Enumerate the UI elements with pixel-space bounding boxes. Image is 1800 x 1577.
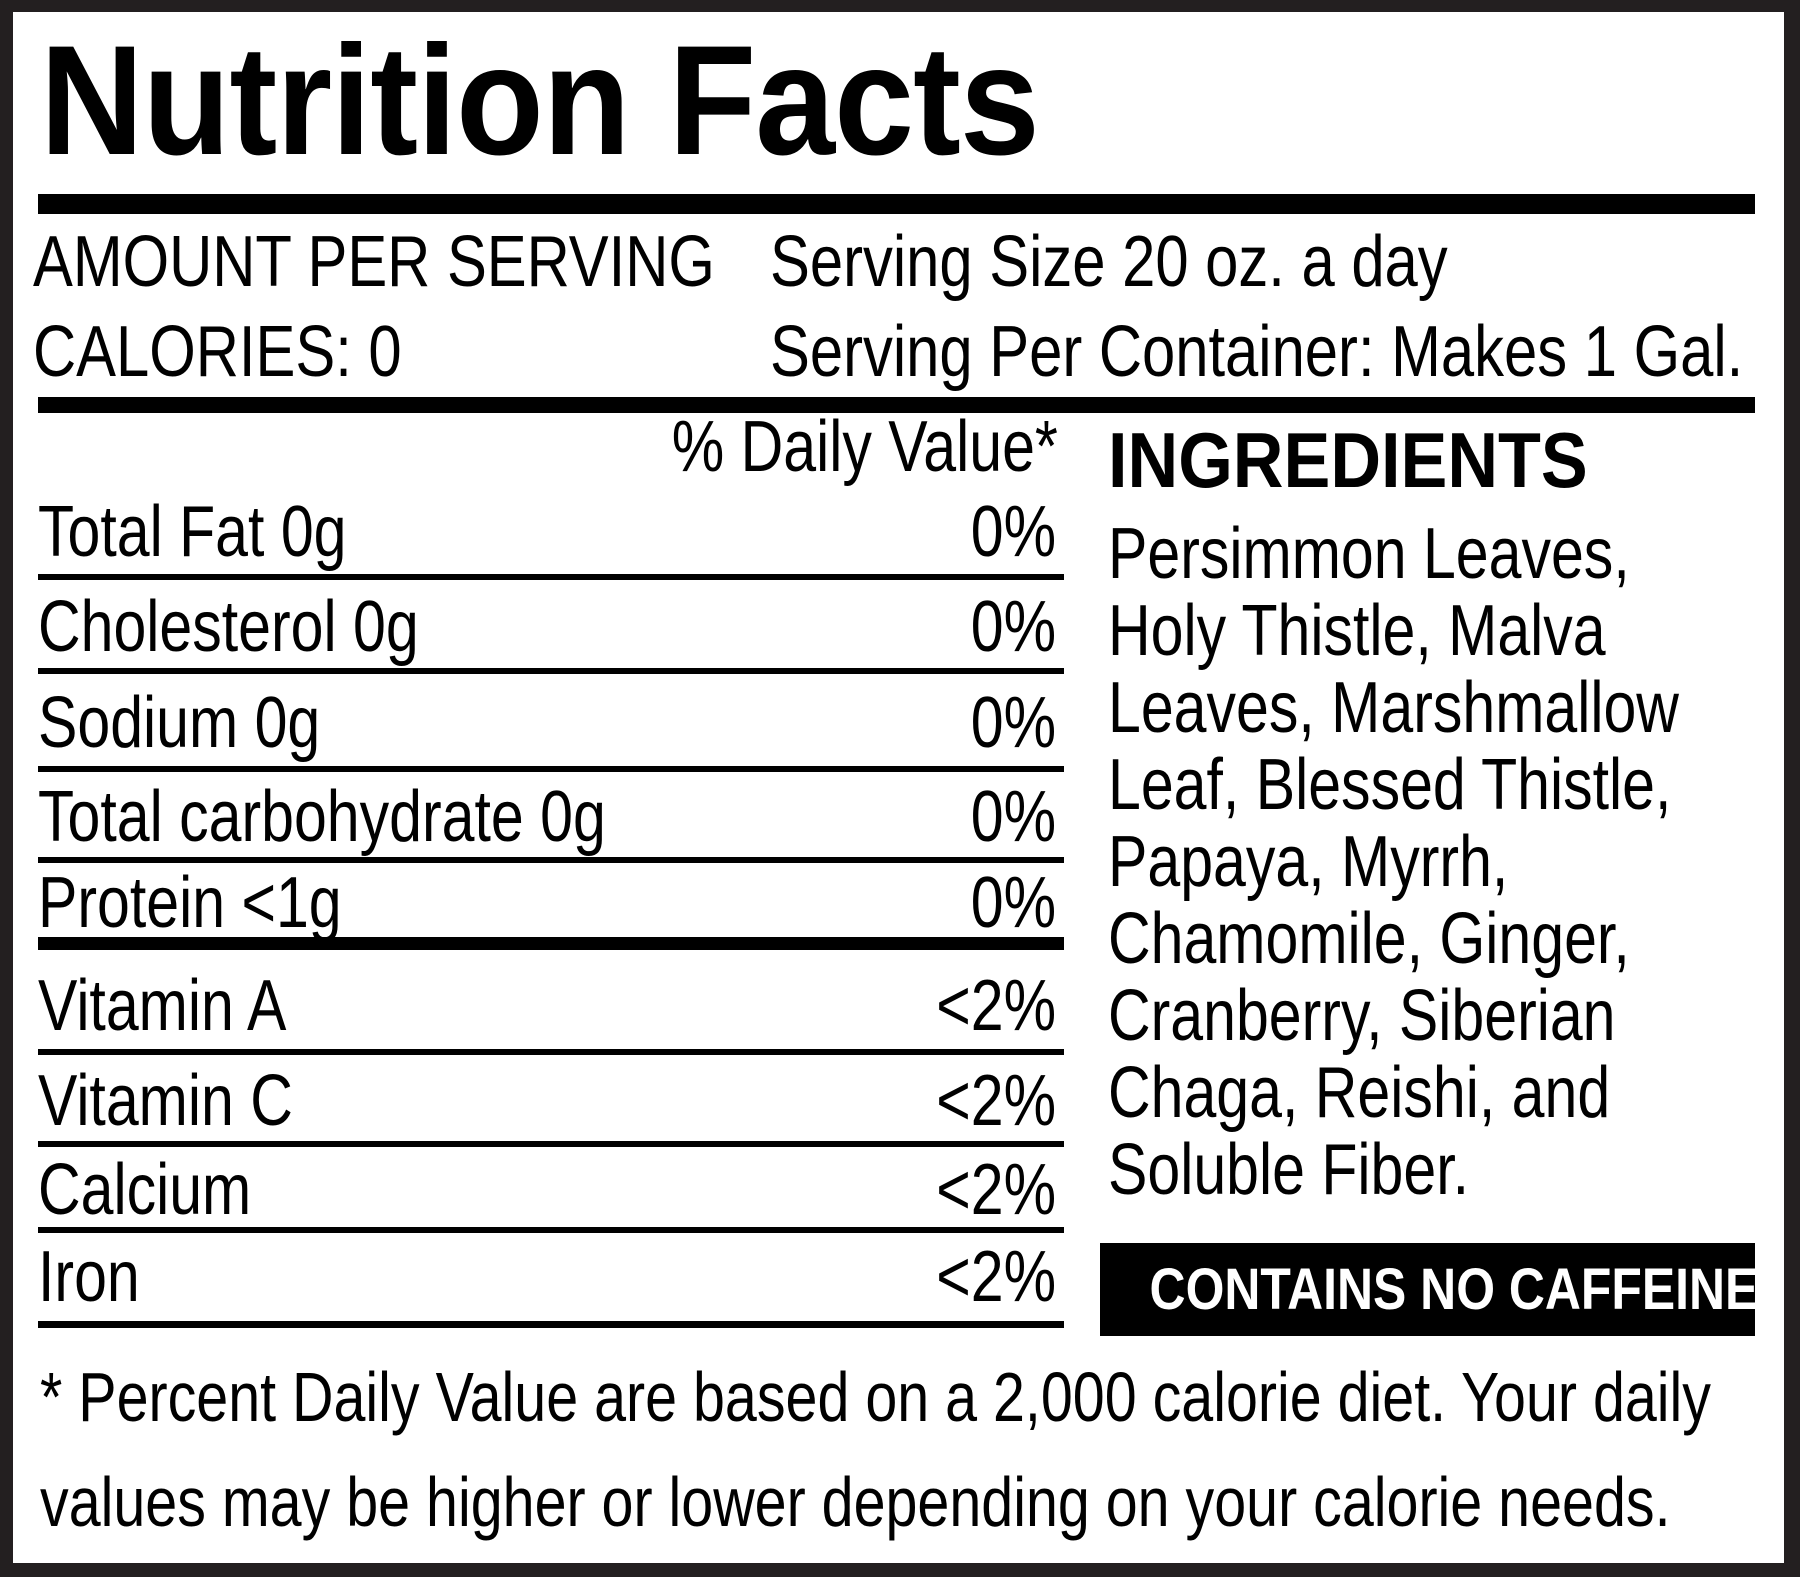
nutrient-label: Vitamin C	[38, 1061, 293, 1141]
ingredients-heading	[1108, 416, 1641, 504]
nutrient-value: 0%	[970, 587, 1056, 667]
nutrient-value: <2%	[936, 966, 1056, 1046]
nutrient-value: <2%	[936, 1150, 1056, 1230]
ingredients-line: Leaves, Marshmallow	[1108, 668, 1679, 748]
ingredients-list	[1108, 516, 1800, 1209]
nutrient-row	[38, 490, 1064, 580]
nutrient-label: Cholesterol 0g	[38, 587, 419, 667]
daily-value-header	[38, 405, 1058, 490]
rule-thick-top	[38, 194, 1755, 214]
nutrient-row	[38, 586, 1064, 674]
nutrient-label: Total carbohydrate 0g	[38, 777, 606, 857]
label-title	[40, 14, 1126, 188]
amount-per-serving-label: AMOUNT PER SERVING	[33, 222, 715, 302]
ingredients-line: Papaya, Myrrh,	[1108, 822, 1509, 902]
no-caffeine-badge	[1100, 1243, 1759, 1336]
nutrient-row	[38, 963, 1064, 1055]
nutrient-value: 0%	[970, 863, 1056, 943]
nutrient-label: Sodium 0g	[38, 683, 321, 763]
ingredients-line: Soluble Fiber.	[1108, 1130, 1470, 1210]
no-caffeine-badge-text: CONTAINS NO CAFFEINE	[1149, 1257, 1759, 1322]
daily-value-header-text: % Daily Value*	[671, 407, 1058, 487]
serving-size-value: Serving Size 20 oz. a day	[770, 222, 1448, 302]
nutrient-row	[38, 1061, 1064, 1147]
ingredients-heading-text: INGREDIENTS	[1108, 416, 1588, 504]
nutrient-row	[38, 1150, 1064, 1233]
serving-header-row-2	[33, 312, 1783, 392]
ingredients-line: Leaf, Blessed Thistle,	[1108, 745, 1672, 825]
footnote-line: values may be higher or lower depending on your calorie needs.	[40, 1463, 1671, 1541]
nutrient-label: Iron	[38, 1237, 140, 1317]
footnote-line: * Percent Daily Value are based on a 2,000 calorie diet. Your daily	[40, 1358, 1711, 1436]
servings-per-container-value: Serving Per Container: Makes 1 Gal.	[770, 312, 1744, 392]
nutrient-value: 0%	[970, 492, 1056, 572]
ingredients-line: Holy Thistle, Malva	[1108, 591, 1606, 671]
daily-value-footnote	[40, 1345, 1800, 1555]
nutrient-label: Protein <1g	[38, 863, 342, 943]
nutrient-value: 0%	[970, 777, 1056, 857]
serving-header-row-1	[33, 222, 1783, 302]
ingredients-line: Cranberry, Siberian	[1108, 976, 1616, 1056]
label-title-text: Nutrition Facts	[40, 14, 1039, 188]
ingredients-line: Chaga, Reishi, and	[1108, 1053, 1611, 1133]
nutrient-label: Vitamin A	[38, 966, 287, 1046]
ingredients-line: Chamomile, Ginger,	[1108, 899, 1630, 979]
ingredients-line: Persimmon Leaves,	[1108, 514, 1630, 594]
calories-value: CALORIES: 0	[33, 312, 402, 392]
nutrient-row	[38, 863, 1064, 950]
nutrient-row	[38, 680, 1064, 772]
nutrient-label: Calcium	[38, 1150, 252, 1230]
nutrient-row	[38, 778, 1064, 863]
nutrient-value: <2%	[936, 1237, 1056, 1317]
nutrient-value: <2%	[936, 1061, 1056, 1141]
nutrient-value: 0%	[970, 683, 1056, 763]
nutrient-label: Total Fat 0g	[38, 492, 347, 572]
nutrient-row	[38, 1239, 1064, 1328]
